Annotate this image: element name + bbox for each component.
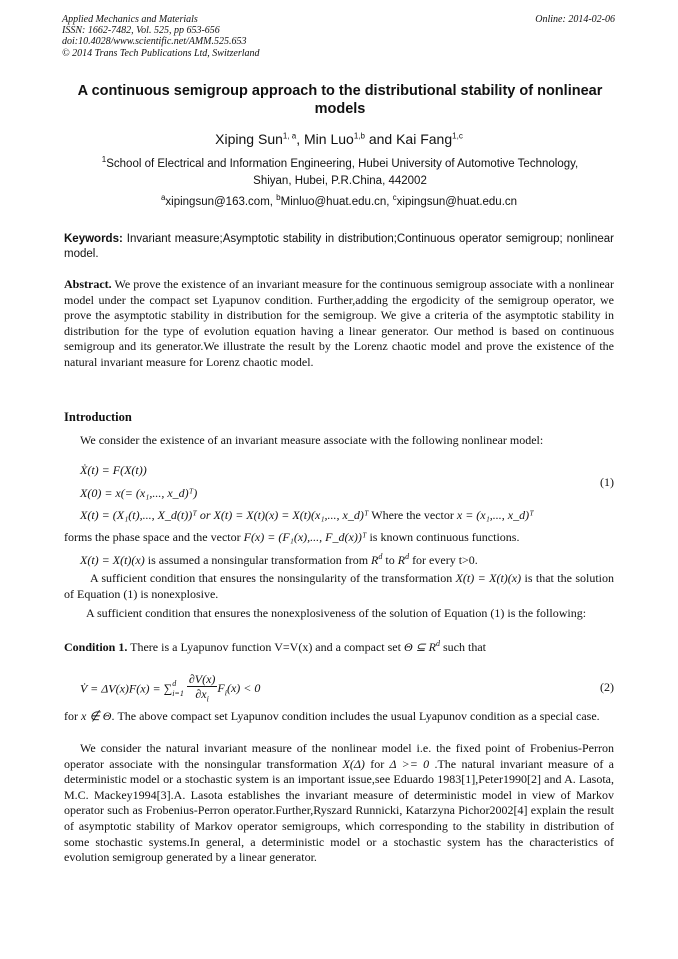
- text-span: A sufficient condition that ensures the nonsingularity of the transformation: [90, 571, 456, 585]
- author-separator: ,: [296, 131, 305, 147]
- vector-f: F(x) = (F₁(x),..., F_d(x))ᵀ: [243, 530, 367, 544]
- paper-title: A continuous semigroup approach to the distributional stability of nonlinear models: [77, 83, 603, 117]
- keywords-text: Invariant measure;Asymptotic stability in distribution;Continuous operator semigroup; nonlinear model.: [64, 233, 614, 260]
- equation-1c-line: [80, 508, 614, 523]
- copyright-line: © 2014 Trans Tech Publications Ltd, Switzerland: [62, 47, 260, 59]
- author-separator: and: [364, 131, 397, 147]
- text-span: is known continuous functions.: [366, 530, 520, 544]
- invariant-measure-paragraph: [64, 741, 614, 866]
- lyapunov-paragraph: [64, 709, 614, 725]
- eq2-f: F: [217, 681, 225, 695]
- equation-2: [80, 672, 260, 706]
- text-span: for: [364, 756, 390, 771]
- nonsingularity-paragraph: [64, 571, 614, 602]
- affiliation-line: Shiyan, Hubei, P.R.China, 442002: [253, 175, 427, 187]
- email-list: $^a$xipingsun@163.com, $^b$Minluo@huat.edu.cn, $^c$xipingsun@huat.edu.cn: [160, 193, 518, 208]
- text-span: is that the solution of Equation (1) is nonexplosive.: [64, 571, 614, 601]
- abstract: [64, 277, 614, 371]
- condition-inline: x ∉ Θ: [81, 709, 112, 723]
- compact-set: Θ ⊆ R: [403, 640, 437, 654]
- sum-upper: d: [172, 679, 177, 689]
- space-r: R: [371, 553, 379, 567]
- author-affil-mark: 1,c: [452, 131, 463, 141]
- text-span: to: [382, 553, 398, 567]
- space-r: R: [397, 553, 406, 567]
- eq2-f-sub: i: [224, 688, 227, 698]
- email-link[interactable]: xipingsun@huat.edu.cn: [396, 196, 518, 208]
- condition-1: [64, 640, 614, 655]
- abstract-text: We prove the existence of an invariant measure for the continuous semigroup associate with a nonlinear model under the compact set Lyapunov condition. Further,adding the ergodicity of the semigroup operator, we prove the asymptotic stability in distribution for the semigroup. We give a criteria of the asymptotic stability in distribution for the type of evolution equation having a linear generator. Our method is based on continuous semigroup and its generator.We illustrate the result by the Lorenz chaotic model and prove the existence of the natural invariant measure for Lorenz chaotic model.: [64, 277, 614, 369]
- author-name: Kai Fang: [396, 131, 453, 147]
- author-affil-mark: 1, a: [282, 131, 297, 141]
- eq2-right: [217, 681, 261, 698]
- author-list: [0, 131, 678, 147]
- nonexplosive-paragraph: A sufficient condition that ensures the nonexplosiveness of the solution of Equation (1) is the following:: [86, 606, 587, 620]
- equation-1b: X(0) = x(= (x₁,..., x_d)ᵀ): [80, 486, 198, 500]
- sum-limits: [172, 679, 184, 699]
- equation-inline: X(Δ): [342, 756, 365, 771]
- dimension-d: d: [436, 639, 441, 648]
- condition-label: Condition 1.: [64, 640, 128, 654]
- text-span: for every t>0.: [409, 553, 478, 567]
- text-span: forms the phase space and the vector: [64, 530, 244, 544]
- equation-inline: X(t) = X(t)(x): [80, 553, 145, 567]
- author-name: Xiping Sun: [215, 131, 283, 147]
- eq2-left: V̇ = ΔV(x)F(x) = ∑: [80, 681, 173, 696]
- email-mark: a: [160, 193, 166, 203]
- text-span: We consider the natural invariant measure of the nonlinear model i.e. the fixed point of Frobenius-Perron operator associate with the nonsingular transformation: [64, 741, 614, 771]
- dimension-d: d: [378, 552, 383, 561]
- keywords-label: Keywords:: [64, 233, 123, 245]
- author-name: Min Luo: [304, 131, 354, 147]
- text-span: such that: [440, 640, 487, 654]
- text-span: .The natural invariant measure of a deterministic model or a stochastic system is an important issue,see Eduardo 1983[1],Peter1990[2] and A. Lasota, M.C. Mackey1994[3].A. Lasota establishes the invariant measure of deterministic model in view of Markov operator such as Frobenius-Perron operator.Further,Ryszard Runnicki, Katarzyna Pichor2002[4] explain the result of asymptotic stability of Markov operator semigroups, which corresponding to the stability in distribution of some stochastic systems.In general, a deterministic model or a stochastic system has the characteristics of evolution semigroup generated by a linear generator.: [64, 756, 614, 865]
- affiliation-line: [60, 156, 620, 173]
- text-span: for: [64, 709, 81, 723]
- email-mark: b: [276, 193, 281, 203]
- email-link[interactable]: Minluo@huat.edu.cn: [280, 196, 387, 208]
- frac-denominator: [187, 687, 218, 706]
- online-date: Online: 2014-02-06: [535, 14, 615, 25]
- frac-numerator: ∂V(x): [188, 672, 216, 686]
- email-link[interactable]: xipingsun@163.com: [165, 196, 270, 208]
- email-mark: c: [392, 193, 397, 203]
- text-span: . The above compact set Lyapunov condition includes the usual Lyapunov condition as a special case.: [111, 709, 600, 723]
- phase-space-line: [64, 530, 614, 545]
- section-heading: Introduction: [64, 410, 132, 424]
- text-span: is assumed a nonsingular transformation from: [144, 553, 372, 567]
- affil-mark: 1: [101, 155, 107, 165]
- doi-line: doi:10.4028/www.scientific.net/AMM.525.653: [62, 36, 247, 48]
- affiliation: [60, 156, 620, 190]
- equation-inline: Δ >= 0: [389, 756, 430, 771]
- equation-1c: X(t) = (X₁(t),..., X_d(t))ᵀ or X(t) = X(t)(x) = X(t)(x₁,..., x_d)ᵀ: [80, 508, 369, 522]
- den-sub: i: [206, 694, 209, 704]
- equation-number: (1): [600, 475, 614, 489]
- equation-1c-text: Where the vector: [368, 508, 457, 522]
- den-base: ∂x: [195, 687, 207, 701]
- affiliation-text: School of Electrical and Information Engineering, Hubei University of Automotive Technology,: [106, 158, 579, 170]
- eq2-tail: (x) < 0: [226, 681, 261, 695]
- keywords: [64, 232, 614, 262]
- equation-1a: Ẋ(t) = F(X(t)): [80, 463, 147, 477]
- transformation-line: [80, 553, 614, 568]
- equation-inline: X(t) = X(t)(x): [455, 571, 522, 585]
- dimension-d: d: [405, 552, 410, 561]
- journal-header: [62, 14, 260, 59]
- equation-number: (2): [600, 680, 614, 694]
- abstract-label: Abstract.: [64, 277, 112, 291]
- journal-name: Applied Mechanics and Materials: [62, 14, 198, 25]
- partial-fraction: [187, 672, 218, 706]
- sum-lower: i=1: [172, 689, 184, 699]
- author-affil-mark: 1,b: [353, 131, 365, 141]
- intro-paragraph: We consider the existence of an invariant measure associate with the following nonlinear model:: [80, 433, 544, 447]
- text-span: There is a Lyapunov function V=V(x) and a compact set: [127, 640, 404, 654]
- issn-line: ISSN: 1662-7482, Vol. 525, pp 653-656: [62, 25, 220, 37]
- vector-x: x = (x₁,..., x_d)ᵀ: [456, 508, 534, 522]
